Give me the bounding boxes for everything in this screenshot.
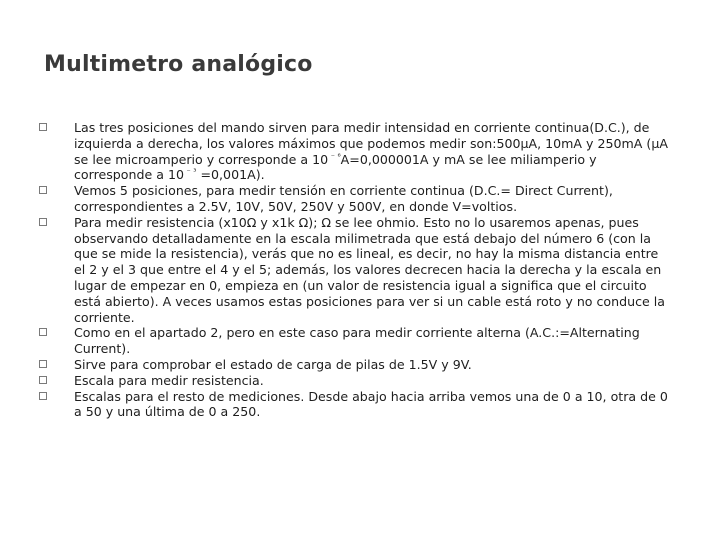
bullet-item	[58, 389, 670, 421]
bullet-item	[58, 183, 670, 215]
bullet-text: Vemos 5 posiciones, para medir tensión en corriente continua (D.C.= Direct Current), correspondientes a 2.5V, 10V, 50V, 250V y 500V, en donde V=voltios.	[74, 183, 613, 214]
bullet-item	[58, 357, 670, 373]
square-bullet-icon	[39, 328, 47, 336]
square-bullet-icon	[39, 376, 47, 384]
bullet-item	[58, 120, 670, 183]
bullet-text: Para medir resistencia (x10Ω y x1k Ω); Ω se lee ohmio. Esto no lo usaremos apenas, pues observando detalladamente en la escala milimetrada que está debajo del número 6 (con la que se mide la resistencia), verás que no es lineal, es decir, no hay la misma distancia entre el 2 y el 3 que entre el 4 y el 5; además, los valores decrecen hacia la derecha y la escala en lugar de empezar en 0, empieza en (un valor de resistencia igual a significa que el circuito está abierto). A veces usamos estas posiciones para ver si un cable está roto y no conduce la corriente.	[74, 214, 665, 325]
bullet-item	[58, 325, 670, 357]
square-bullet-icon	[39, 186, 47, 194]
bullet-text: Escalas para el resto de mediciones. Desde abajo hacia arriba vemos una de 0 a 10, otra de 0 a 50 y una última de 0 a 250.	[74, 388, 668, 420]
square-bullet-icon	[39, 360, 47, 368]
bullet-text-part: =0,001A).	[196, 167, 265, 183]
bullet-text-part: Las tres posiciones del mando sirven para medir intensidad en corriente continua(D.C.), de izquierda a derecha, los valores máximos que podemos medir son:500μA, 10mA y 250mA (μA se lee microamperio y corresponde a 10	[74, 120, 668, 167]
bullet-text: Sirve para comprobar el estado de carga de pilas de 1.5V y 9V.	[74, 356, 472, 372]
superscript: ⁻ ³	[183, 167, 197, 177]
bullet-text: Escala para medir resistencia.	[74, 372, 264, 388]
slide-title: Multimetro analógico	[44, 52, 313, 77]
bullet-list	[58, 120, 670, 420]
bullet-text: Como en el apartado 2, pero en este caso para medir corriente alterna (A.C.:=Alternating Current).	[74, 325, 640, 357]
bullet-text	[74, 120, 668, 182]
square-bullet-icon	[39, 218, 47, 226]
bullet-text-part: A=0,000001A y mA se lee miliamperio y corresponde a 10	[74, 151, 597, 183]
bullet-item	[58, 215, 670, 326]
square-bullet-icon	[39, 392, 47, 400]
bullet-item	[58, 373, 670, 389]
square-bullet-icon	[39, 123, 47, 131]
superscript: ⁻ ⁶	[328, 151, 341, 161]
